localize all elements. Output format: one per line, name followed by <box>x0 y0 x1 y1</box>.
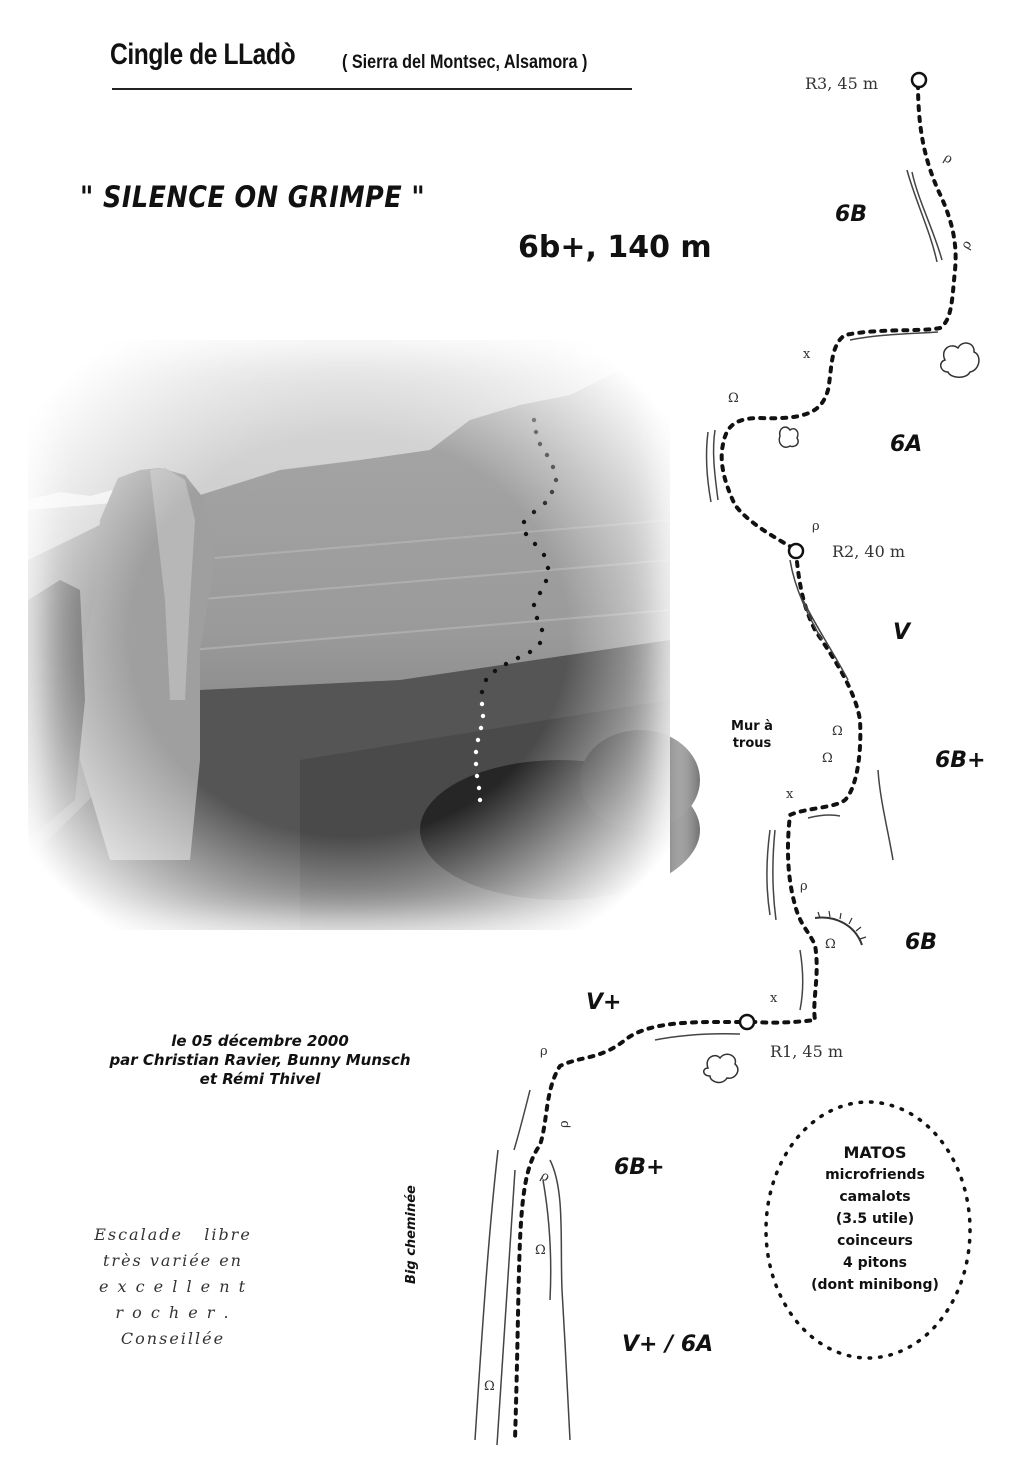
bush-icon-upper <box>941 343 979 377</box>
svg-text:ρ: ρ <box>538 1168 553 1186</box>
matos-item: camalots <box>839 1189 911 1205</box>
note-mur-a-trous <box>722 718 782 752</box>
grade-6b-lower: 6B <box>905 930 938 955</box>
description-line1: Escalade libre <box>94 1225 252 1244</box>
svg-text:ρ: ρ <box>958 237 976 252</box>
grade-6b-plus-mid: 6B+ <box>935 748 986 773</box>
svg-text:Ω: Ω <box>728 391 739 406</box>
description-line2: très variée en <box>103 1251 243 1270</box>
description-line5: Conseillée <box>120 1329 226 1348</box>
grade-v-plus-6a: V+ / 6A <box>622 1332 714 1357</box>
svg-text:x: x <box>770 991 778 1006</box>
svg-text:x: x <box>786 787 794 802</box>
matos-item: (3.5 utile) <box>835 1211 915 1227</box>
credits-authors: par Christian Ravier, Bunny Munsch <box>109 1051 411 1069</box>
note-mur-a-trous-line2: trous <box>732 736 772 751</box>
description-line4: r o c h e r . <box>115 1303 231 1322</box>
svg-text:ρ: ρ <box>557 1120 572 1128</box>
grade-6b-top: 6B <box>835 202 868 227</box>
page-subtitle: ( Sierra del Montsec, Alsamora ) <box>342 52 588 73</box>
relay-r2-marker <box>789 544 803 558</box>
relay-r3-marker <box>912 73 926 87</box>
svg-text:Ω: Ω <box>484 1379 495 1394</box>
relay-r1-label: R1, 45 m <box>770 1042 844 1061</box>
matos-title: MATOS <box>843 1143 907 1162</box>
grade-6b-plus-lower: 6B+ <box>614 1155 665 1180</box>
relay-r2-label: R2, 40 m <box>832 542 906 561</box>
svg-text:ρ: ρ <box>812 519 820 534</box>
route-description <box>78 1222 268 1352</box>
grade-6a: 6A <box>890 432 923 457</box>
cliff-photo <box>20 330 700 940</box>
svg-text:ρ: ρ <box>800 879 808 894</box>
svg-text:ρ: ρ <box>540 1044 548 1059</box>
page-title: Cingle de LLadò <box>110 38 296 71</box>
svg-text:ρ: ρ <box>941 150 956 168</box>
matos-item: coinceurs <box>837 1233 913 1249</box>
relay-r3-label: R3, 45 m <box>805 74 879 93</box>
svg-text:Ω: Ω <box>822 751 833 766</box>
matos-box <box>790 1142 960 1296</box>
svg-text:x: x <box>803 347 811 362</box>
credits <box>60 1032 460 1089</box>
note-big-cheminee: Big cheminée <box>404 1185 419 1284</box>
route-name: " SILENCE ON GRIMPE " <box>80 180 426 214</box>
grade-v: V <box>893 620 911 645</box>
grade-v-plus: V+ <box>586 990 622 1015</box>
matos-item: microfriends <box>825 1167 925 1183</box>
bush-icon-mid <box>779 427 798 447</box>
relay-r1-marker <box>740 1015 754 1029</box>
route-grade-length: 6b+, 140 m <box>518 230 712 265</box>
description-line3: e x c e l l e n t <box>98 1277 248 1296</box>
bush-icon-lower <box>704 1054 738 1082</box>
svg-text:Ω: Ω <box>535 1243 546 1258</box>
overhang-icon <box>815 917 862 945</box>
credits-authors-end: et Rémi Thivel <box>199 1070 321 1088</box>
matos-item: (dont minibong) <box>811 1277 939 1293</box>
credits-date: le 05 décembre 2000 <box>171 1032 349 1050</box>
note-mur-a-trous-line1: Mur à <box>731 719 773 734</box>
svg-text:Ω: Ω <box>825 937 836 952</box>
matos-item: 4 pitons <box>842 1255 908 1271</box>
svg-text:Ω: Ω <box>832 724 843 739</box>
